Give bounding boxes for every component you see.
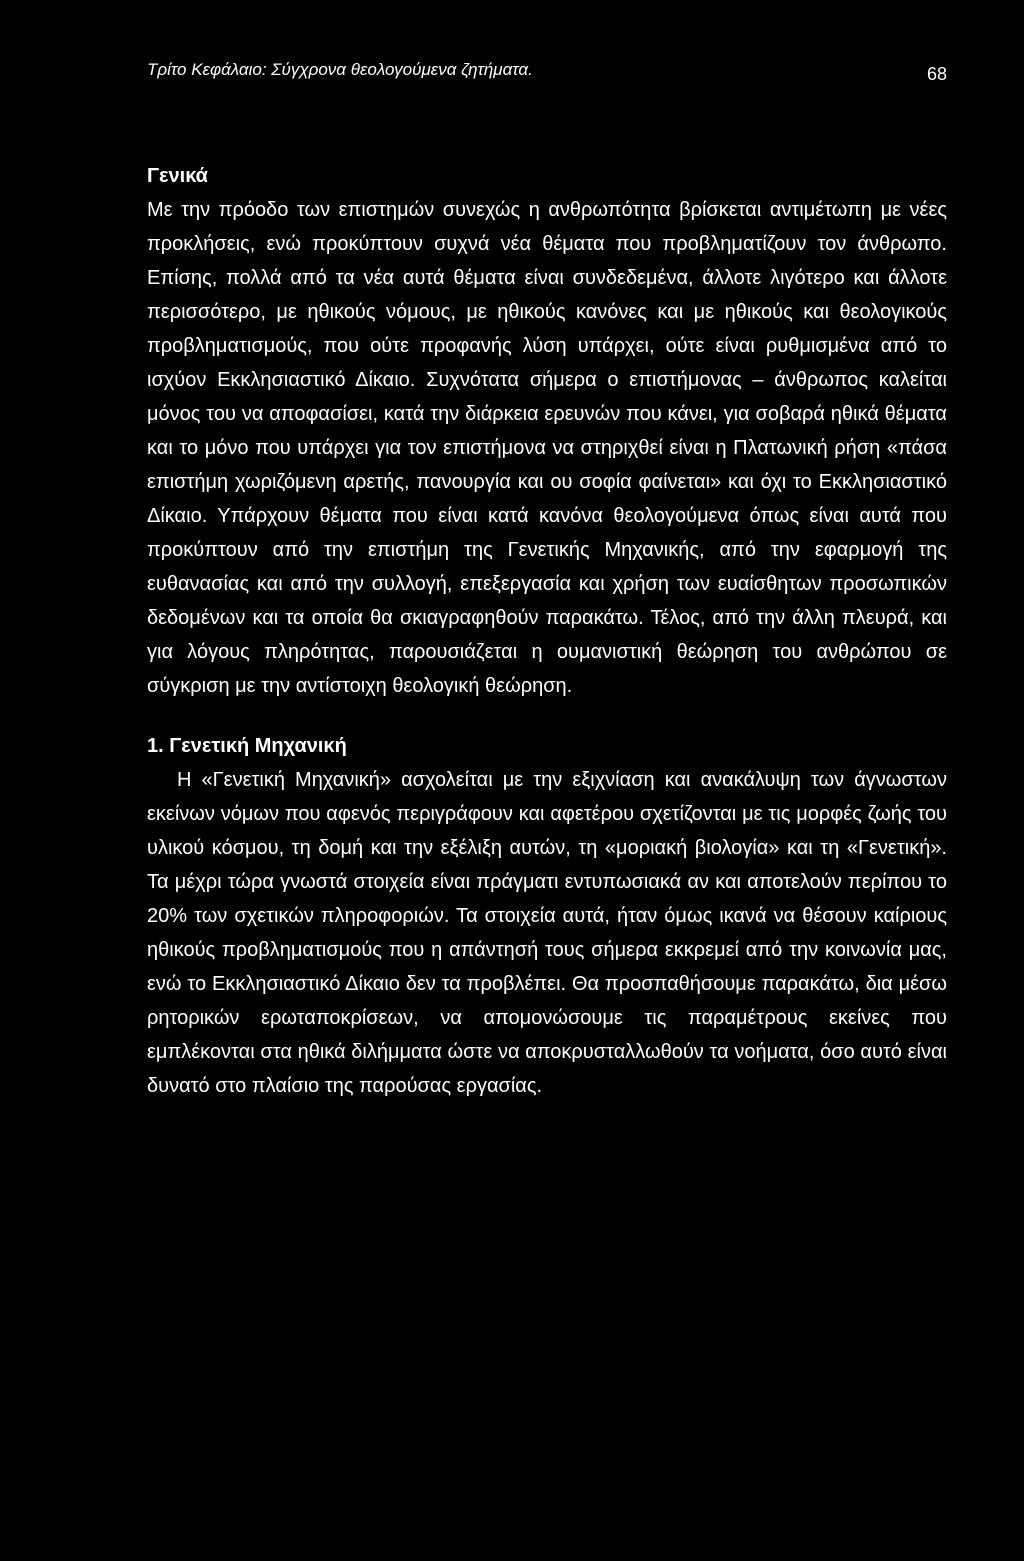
section-spacer [147,703,947,729]
running-header-title: Τρίτο Κεφάλαιο: Σύγχρονα θεολογούμενα ζητήματα. [147,60,533,79]
section-heading-genetic-engineering: 1. Γενετική Μηχανική [147,735,347,757]
paragraph-general: Με την πρόοδο των επιστημών συνεχώς η ανθρωπότητα βρίσκεται αντιμέτωπη με νέες προκλήσεις, ενώ προκύπτουν συχνά νέα θέματα που προβληματίζουν τον άνθρωπο. Επίσης, πολλά από τα νέα αυτά θέματα είναι συνδεδεμένα, άλλοτε λιγότερο και άλλοτε περισσότερο, με ηθικούς νόμους, με ηθικούς κανόνες και με ηθικούς και θεολογικούς προβληματισμούς, που ούτε προφανής λύση υπάρχει, ούτε είναι ρυθμισμένα από το ισχύον Εκκλησιαστικό Δίκαιο. Συχνότατα σήμερα ο επιστήμονας – άνθρωπος καλείται μόνος του να αποφασίσει, κατά την διάρκεια ερευνών που κάνει, για σοβαρά ηθικά θέματα και το μόνο που υπάρχει για τον επιστήμονα να στηριχθεί είναι η Πλατωνική ρήση «πάσα επιστήμη χωριζόμενη αρετής, πανουργία και ου σοφία φαίνεται» και όχι το Εκκλησιαστικό Δίκαιο. Υπάρχουν θέματα που είναι κατά κανόνα θεολογούμενα όπως είναι αυτά που προκύπτουν από την επιστήμη της Γενετικής Μηχανικής, από την εφαρμογή της ευθανασίας και από την συλλογή, επεξεργασία και χρήση των ευαίσθητων προσωπικών δεδομένων και τα οποία θα σκιαγραφηθούν παρακάτω. Τέλος, από την άλλη πλευρά, και για λόγους πληρότητας, παρουσιάζεται η ουμανιστική θεώρηση του ανθρώπου σε σύγκριση με την αντίστοιχη θεολογική θεώρηση. [147,199,947,697]
page-header [147,60,947,90]
paragraph-genetic-engineering: Η «Γενετική Μηχανική» ασχολείται με την εξιχνίαση και ανακάλυψη των άγνωστων εκείνων νόμων που αφενός περιγράφουν και αφετέρου σχετίζονται με τις μορφές ζωής του υλικού κόσμου, τη δομή και την εξέλιξη αυτών, τη «μοριακή βιολογία» και τη «Γενετική». Τα μέχρι τώρα γνωστά στοιχεία είναι πράγματι εντυπωσιακά αν και αποτελούν περίπου το 20% των σχετικών πληροφοριών. Τα στοιχεία αυτά, ήταν όμως ικανά να θέσουν καίριους ηθικούς προβληματισμούς που η απάντησή τους σήμερα εκκρεμεί από την κοινωνία μας, ενώ το Εκκλησιαστικό Δίκαιο δεν τα προβλέπει. Θα προσπαθήσουμε παρακάτω, δια μέσω ρητορικών ερωταποκρίσεων, να απομονώσουμε τις παραμέτρους εκείνες που εμπλέκονται στα ηθικά διλήμματα ώστε να αποκρυσταλλωθούν τα νοήματα, όσο αυτό είναι δυνατό στο πλαίσιο της παρούσας εργασίας. [147,769,947,1097]
page-number: 68 [926,64,947,84]
page-content [147,159,947,1103]
section-heading-general: Γενικά [147,165,208,187]
